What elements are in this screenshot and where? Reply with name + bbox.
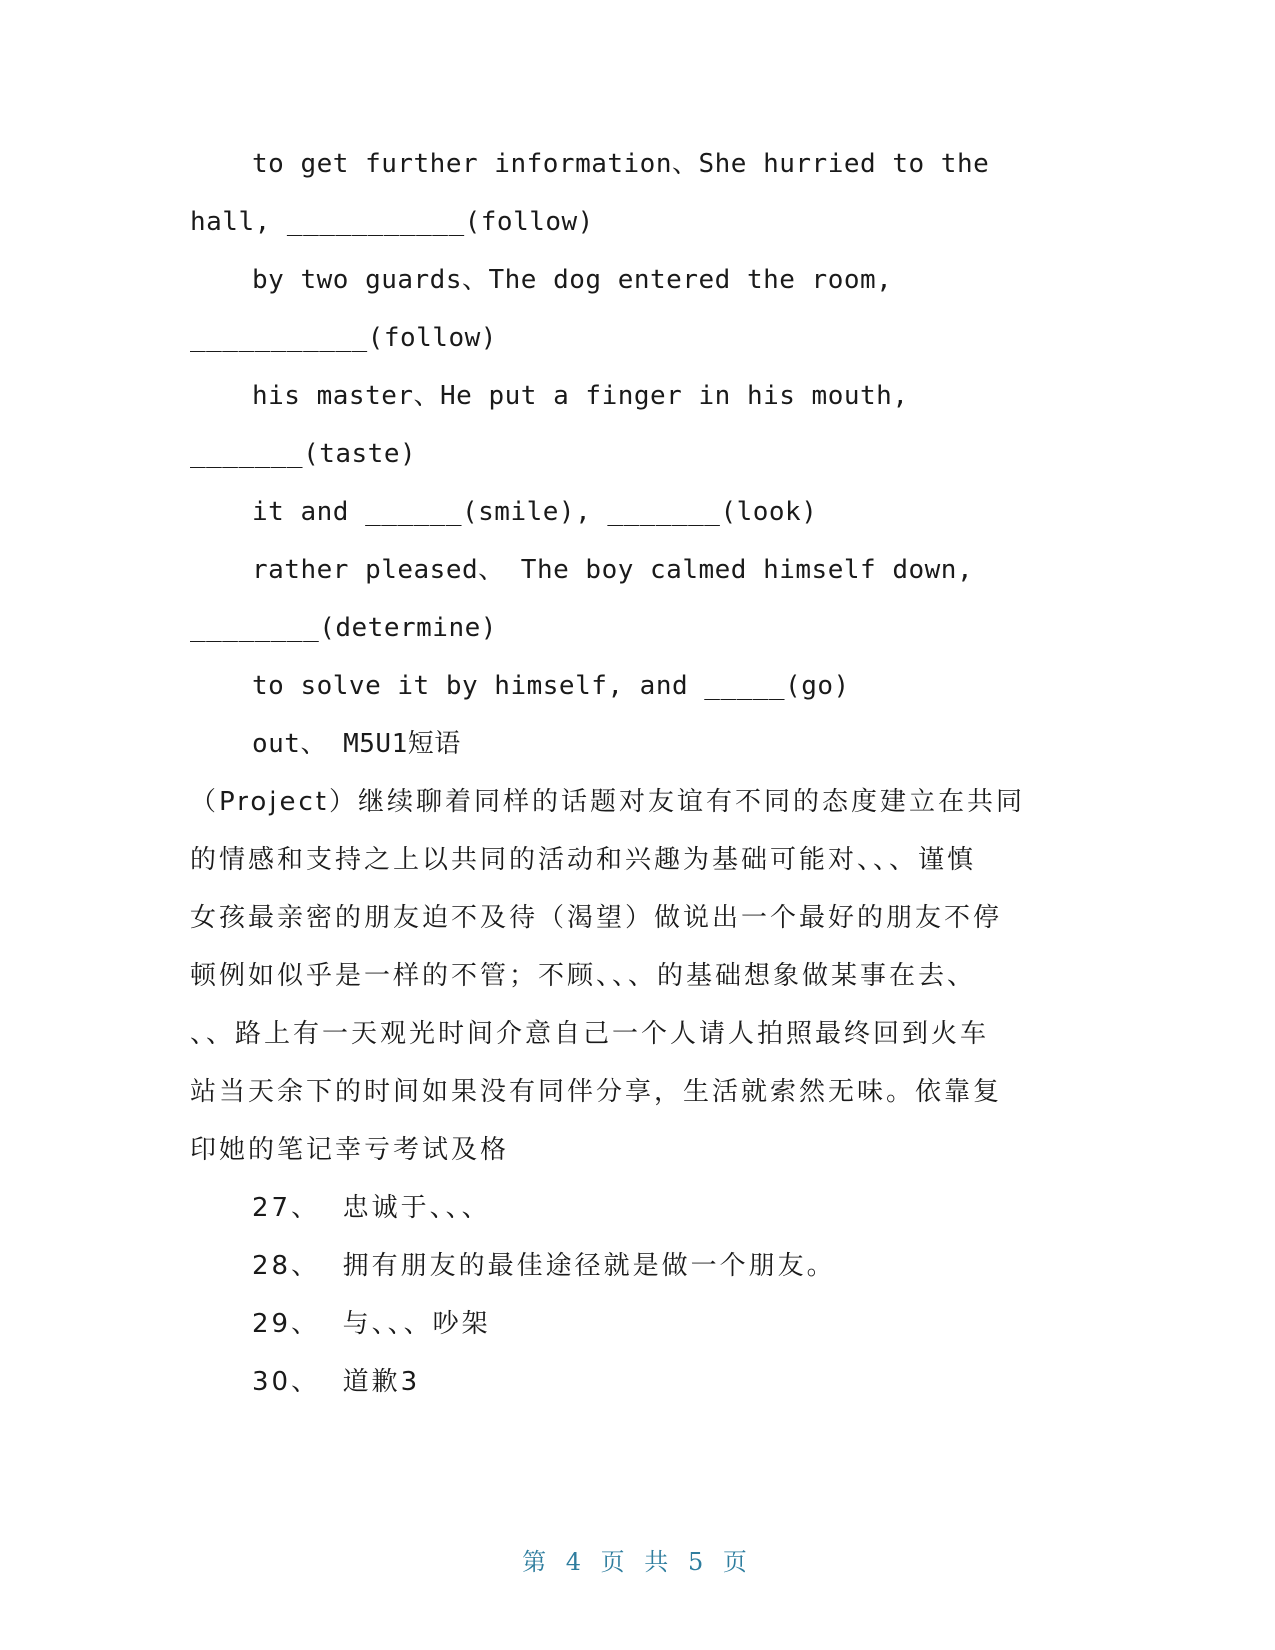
text-line: to solve it by himself, and _____(go)	[252, 671, 850, 701]
text-line: out、 M5U1短语	[252, 729, 461, 759]
text-line: 、、路上有一天观光时间介意自己一个人请人拍照最终回到火车	[190, 1019, 990, 1049]
list-item: 27、 忠诚于、、、	[252, 1193, 491, 1223]
list-item: 29、 与、、、吵架	[252, 1309, 491, 1339]
text-line: rather pleased、 The boy calmed himself down,	[252, 555, 974, 585]
text-line: 站当天余下的时间如果没有同伴分享，生活就索然无味。依靠复	[190, 1077, 1003, 1107]
page-footer: 第 4 页 共 5 页	[522, 1548, 753, 1576]
text-line: by two guards、The dog entered the room,	[252, 265, 893, 295]
text-line: ________(determine)	[190, 613, 497, 643]
text-line: _______(taste)	[190, 439, 417, 469]
list-item: 28、 拥有朋友的最佳途径就是做一个朋友。	[252, 1251, 836, 1281]
text-line: his master、He put a finger in his mouth,	[252, 381, 909, 411]
text-line: 女孩最亲密的朋友迫不及待（渴望）做说出一个最好的朋友不停	[190, 903, 1003, 933]
text-line: hall, ___________(follow)	[190, 207, 594, 237]
text-line: 的情感和支持之上以共同的活动和兴趣为基础可能对、、、谨慎	[190, 845, 977, 875]
text-line: （Project）继续聊着同样的话题对友谊有不同的态度建立在共同	[190, 787, 1025, 817]
text-line: to get further information、She hurried to the	[252, 149, 990, 179]
text-line: ___________(follow)	[190, 323, 497, 353]
text-line: it and ______(smile), _______(look)	[252, 497, 818, 527]
text-line: 顿例如似乎是一样的不管；不顾、、、的基础想象做某事在去、	[190, 961, 977, 991]
list-item: 30、 道歉3	[252, 1367, 421, 1397]
text-line: 印她的笔记幸亏考试及格	[190, 1135, 510, 1165]
